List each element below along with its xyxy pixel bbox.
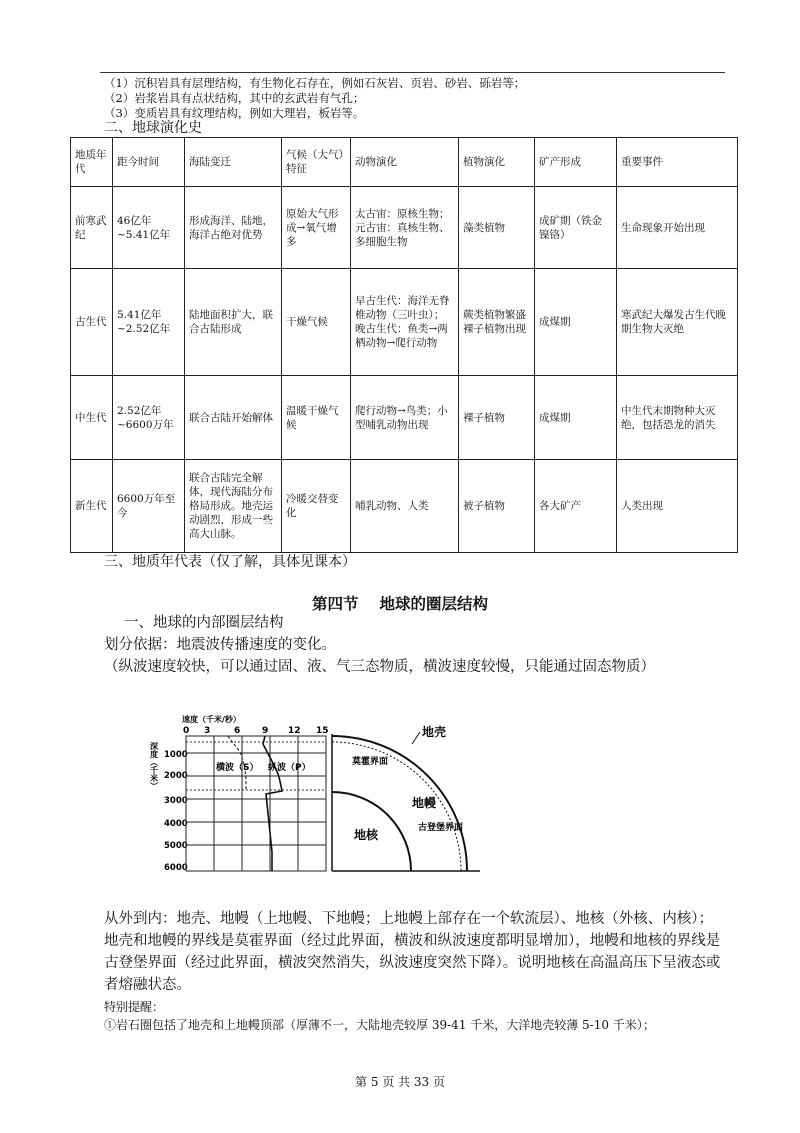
rock-notes [104, 76, 525, 121]
table-cell: 2.52亿年~6600万年 [113, 376, 185, 460]
s-wave-label: 横波（S） [216, 763, 259, 773]
special-note-1: ①岩石圈包括了地壳和上地幔顶部（厚薄不一，大陆地壳较厚 39-41 千米，大洋地壳较薄 5-10 千米）； [104, 1018, 655, 1032]
header-cell: 地质年代 [71, 138, 113, 187]
y-axis-label: 深度（千米） [150, 742, 159, 790]
x-tick: 0 [183, 726, 190, 736]
header-cell: 重要事件 [617, 138, 738, 187]
rock-note-3: （3）变质岩具有纹理结构，例如大理岩，板岩等。 [104, 106, 365, 120]
header-cell: 矿产形成 [535, 138, 617, 187]
table-cell: 裸子植物 [459, 376, 535, 460]
mantle-label: 地幔 [412, 796, 437, 810]
table-cell: 温暖干燥气候 [282, 376, 351, 460]
header-cell: 动物演化 [351, 138, 459, 187]
earth-section [332, 734, 480, 871]
table-cell: 人类出现 [617, 460, 738, 553]
x-tick: 15 [316, 726, 329, 736]
wave-note: （纵波速度较快，可以通过固、液、气三态物质，横波速度较慢，只能通过固态物质） [104, 659, 655, 675]
rock-note-2: （2）岩浆岩具有点状结构，其中的玄武岩有气孔； [104, 91, 365, 105]
table-cell: 爬行动物→鸟类；小型哺乳动物出现 [351, 376, 459, 460]
y-tick: 1000 [164, 750, 188, 760]
table-cell: 陆地面积扩大，联合古陆形成 [185, 269, 282, 376]
evolution-table [70, 137, 738, 553]
crust-pointer [412, 732, 420, 744]
x-tick: 3 [204, 726, 211, 736]
x-axis-label: 速度（千米/秒） [182, 715, 241, 724]
table-cell: 哺乳动物、人类 [351, 460, 459, 553]
table-cell: 生命现象开始出现 [617, 187, 738, 269]
chart-grid [186, 736, 326, 871]
moho-label: 莫霍界面 [352, 757, 389, 767]
subsection1-title: 一、地球的内部圈层结构 [124, 615, 284, 631]
table-row [71, 187, 738, 269]
x-tick: 12 [288, 726, 301, 736]
boundary-paragraph: 地壳和地幔的界线是莫霍界面（经过此界面，横波和纵波速度都明显增加），地幔和地核的界线是古登堡界面（经过此界面，横波突然消失，纵波速度突然下降）。说明地核在高温高压下呈液态或者熔融状态。 [104, 933, 721, 993]
basis-text: 划分依据：地震波传播速度的变化。 [104, 637, 336, 653]
header-cell: 距今时间 [113, 138, 185, 187]
table-cell: 新生代 [71, 460, 113, 553]
table-cell: 46亿年~5.41亿年 [113, 187, 185, 269]
header-cell: 植物演化 [459, 138, 535, 187]
table-cell: 原始大气形成→氧气增多 [282, 187, 351, 269]
table-cell: 成煤期 [535, 376, 617, 460]
x-tick: 6 [234, 726, 241, 736]
y-tick: 6000 [164, 863, 188, 873]
table-cell: 干燥气候 [282, 269, 351, 376]
table-cell: 6600万年至今 [113, 460, 185, 553]
layers-paragraph: 从外到内：地壳、地幔（上地幔、下地幔；上地幔上部存在一个软流层）、地核（外核、内核）； [104, 911, 713, 927]
y-tick: 4000 [164, 819, 188, 829]
rock-note-1: （1）沉积岩具有层理结构，有生物化石存在，例如石灰岩、页岩、砂岩、砾岩等； [104, 76, 526, 90]
section4-heading: 第四节 地球的圈层结构 [312, 595, 488, 613]
earth-interior-figure [150, 712, 480, 877]
section2-title: 二、地球演化史 [104, 120, 202, 136]
table-cell: 成矿期（铁金镍铬） [535, 187, 617, 269]
y-tick: 5000 [164, 841, 188, 851]
table-cell: 寒武纪大爆发古生代晚期生物大灭绝 [617, 269, 738, 376]
table-cell: 太古宙：原核生物；元古宙：真核生物、多细胞生物 [351, 187, 459, 269]
table-row [71, 376, 738, 460]
y-tick: 2000 [164, 771, 188, 781]
special-title: 特别提醒： [104, 1000, 165, 1014]
table-row [71, 460, 738, 553]
table-cell: 形成海洋、陆地，海洋占绝对优势 [185, 187, 282, 269]
core-label: 地核 [354, 828, 379, 842]
table-cell: 中生代 [71, 376, 113, 460]
gutenberg-label: 古登堡界面 [418, 823, 464, 833]
table-cell: 早古生代：海洋无脊椎动物（三叶虫）；晚古生代：鱼类→两栖动物→爬行动物 [351, 269, 459, 376]
header-cell: 海陆变迁 [185, 138, 282, 187]
table-cell: 5.41亿年~2.52亿年 [113, 269, 185, 376]
table-cell: 联合古陆完全解体，现代海陆分布格局形成。地壳运动剧烈，形成一些高大山脉。 [185, 460, 282, 553]
crust-label: 地壳 [422, 725, 447, 739]
page-footer: 第 5 页 共 33 页 [355, 1075, 445, 1089]
y-tick: 3000 [164, 796, 188, 806]
table-cell: 中生代末期物种大灭绝，包括恐龙的消失 [617, 376, 738, 460]
table-cell: 冷暖交替变化 [282, 460, 351, 553]
table-cell: 成煤期 [535, 269, 617, 376]
header-cell: 气候（大气）特征 [282, 138, 351, 187]
table-cell: 前寒武纪 [71, 187, 113, 269]
table-cell: 各大矿产 [535, 460, 617, 553]
section3-title: 三、地质年代表（仅了解，具体见课本） [104, 554, 356, 570]
table-cell: 被子植物 [459, 460, 535, 553]
header-rule [100, 72, 725, 73]
table-row [71, 269, 738, 376]
p-wave-label: 纵波（P） [268, 763, 311, 773]
table-cell: 藻类植物 [459, 187, 535, 269]
table-cell: 古生代 [71, 269, 113, 376]
table-cell: 联合古陆开始解体 [185, 376, 282, 460]
table-header-row [71, 138, 738, 187]
x-tick: 9 [262, 726, 269, 736]
p-wave-curve [263, 736, 282, 871]
table-cell: 蕨类植物繁盛裸子植物出现 [459, 269, 535, 376]
